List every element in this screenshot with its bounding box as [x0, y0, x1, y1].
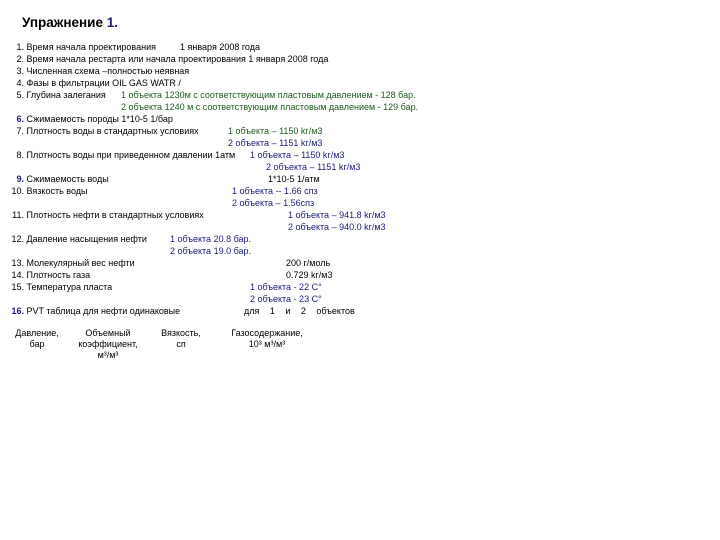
item-number: 9.: [16, 174, 24, 184]
item-5: [10, 90, 106, 101]
item-label: Молекулярный вес нефти: [26, 258, 135, 268]
item-12: [10, 234, 147, 245]
item-11-value-2: 2 объекта – 940.0 kг/м3: [288, 222, 386, 232]
item-8-value-1: 1 объекта – 1150 kг/м3: [250, 150, 345, 160]
item-label: Температура пласта: [26, 282, 113, 292]
item-number: 6.: [16, 114, 24, 124]
item-number: 14.: [11, 270, 24, 280]
item-label: Время начала рестарта или начала проектирования 1 января 2008 года: [26, 54, 329, 64]
item-10-value-1: 1 объекта -- 1.66 спз: [232, 186, 318, 196]
header-line: Давление,: [15, 328, 59, 338]
item-14: [10, 270, 90, 281]
item-9-value: 1*10-5 1/атм: [268, 174, 320, 184]
title-prefix: Упражнение: [22, 15, 107, 30]
item-7-value-1: 1 объекта – 1150 kг/м3: [228, 126, 323, 136]
item-2: [10, 54, 328, 65]
item-7: [10, 126, 199, 137]
header-pressure: [6, 328, 68, 350]
header-gas-content: [222, 328, 312, 350]
item-label: Плотность нефти в стандартных условиях: [26, 210, 204, 220]
item-1: [10, 42, 156, 53]
page-title: [22, 15, 118, 30]
item-3: [10, 66, 189, 77]
header-line: бар: [29, 339, 45, 349]
item-4: [10, 78, 181, 89]
item-11-value-1: 1 объекта – 941.8 kг/м3: [288, 210, 386, 220]
item-label: Глубина залегания: [26, 90, 106, 100]
item-number: 16.: [11, 306, 24, 316]
item-12-value-1: 1 объекта 20.8 бар.: [170, 234, 252, 244]
item-label: Фазы в фильтрации OIL GAS WATR /: [26, 78, 181, 88]
item-number: 11.: [12, 210, 24, 220]
item-11: [10, 210, 204, 221]
item-number: 8.: [16, 150, 24, 160]
item-number: 10.: [11, 186, 24, 196]
item-15-value-1: 1 объекта - 22 C°: [250, 282, 322, 292]
item-label: Вязкость воды: [26, 186, 88, 196]
item-16: [10, 306, 180, 317]
header-line: Вязкость,: [161, 328, 201, 338]
header-viscosity: [148, 328, 214, 350]
item-number: 13.: [11, 258, 24, 268]
item-7-value-2: 2 объекта – 1151 kг/м3: [228, 138, 323, 148]
item-10-value-2: 2 объекта – 1.56спз: [232, 198, 315, 208]
item-number: 1.: [16, 42, 24, 52]
item-label: Плотность воды при приведенном давлении 1атм: [26, 150, 236, 160]
item-label: Численная схема –полностью неявная: [26, 66, 190, 76]
item-number: 3.: [16, 66, 24, 76]
header-line: Объемный: [85, 328, 131, 338]
header-line: сп: [176, 339, 186, 349]
item-10: [10, 186, 87, 197]
item-number: 4.: [16, 78, 24, 88]
header-line: 10³ м³/м³: [248, 339, 286, 349]
title-number: 1.: [106, 15, 119, 30]
item-13: [10, 258, 135, 269]
item-label: Сжимаемость породы 1*10-5 1/бар: [26, 114, 173, 124]
header-volume-factor: [72, 328, 144, 361]
item-5-value-1: 1 объекта 1230м с соответствующим пластовым давлением - 128 бар.: [121, 90, 416, 100]
item-1-value: 1 января 2008 года: [180, 42, 260, 52]
item-number: 15.: [11, 282, 24, 292]
item-label: Плотность воды в стандартных условиях: [26, 126, 199, 136]
item-number: 12.: [11, 234, 24, 244]
item-5-value-2: 2 объекта 1240 м с соответствующим пластовым давлением - 129 бар.: [121, 102, 419, 112]
item-label: PVT таблица для нефти одинаковые: [26, 306, 181, 316]
item-9: [10, 174, 109, 185]
item-12-value-2: 2 объекта 19.0 бар.: [170, 246, 252, 256]
item-6: [10, 114, 173, 125]
item-label: Сжимаемость воды: [26, 174, 109, 184]
item-number: 2.: [16, 54, 24, 64]
item-label: Давление насыщения нефти: [26, 234, 147, 244]
item-14-value: 0.729 kг/м3: [286, 270, 333, 280]
header-line: Газосодержание,: [231, 328, 303, 338]
item-label: Время начала проектирования: [26, 42, 156, 52]
item-label: Плотность газа: [26, 270, 91, 280]
item-8-value-2: 2 объекта – 1151 kг/м3: [266, 162, 361, 172]
item-16-value: для 1 и 2 объектов: [244, 306, 355, 316]
item-number: 7.: [16, 126, 24, 136]
item-number: 5.: [16, 90, 24, 100]
item-13-value: 200 г/моль: [286, 258, 331, 268]
item-15-value-2: 2 объекта - 23 C°: [250, 294, 322, 304]
item-15: [10, 282, 112, 293]
header-line: м³/м³: [97, 350, 119, 360]
header-line: коэффициент,: [78, 339, 138, 349]
item-8: [10, 150, 235, 161]
